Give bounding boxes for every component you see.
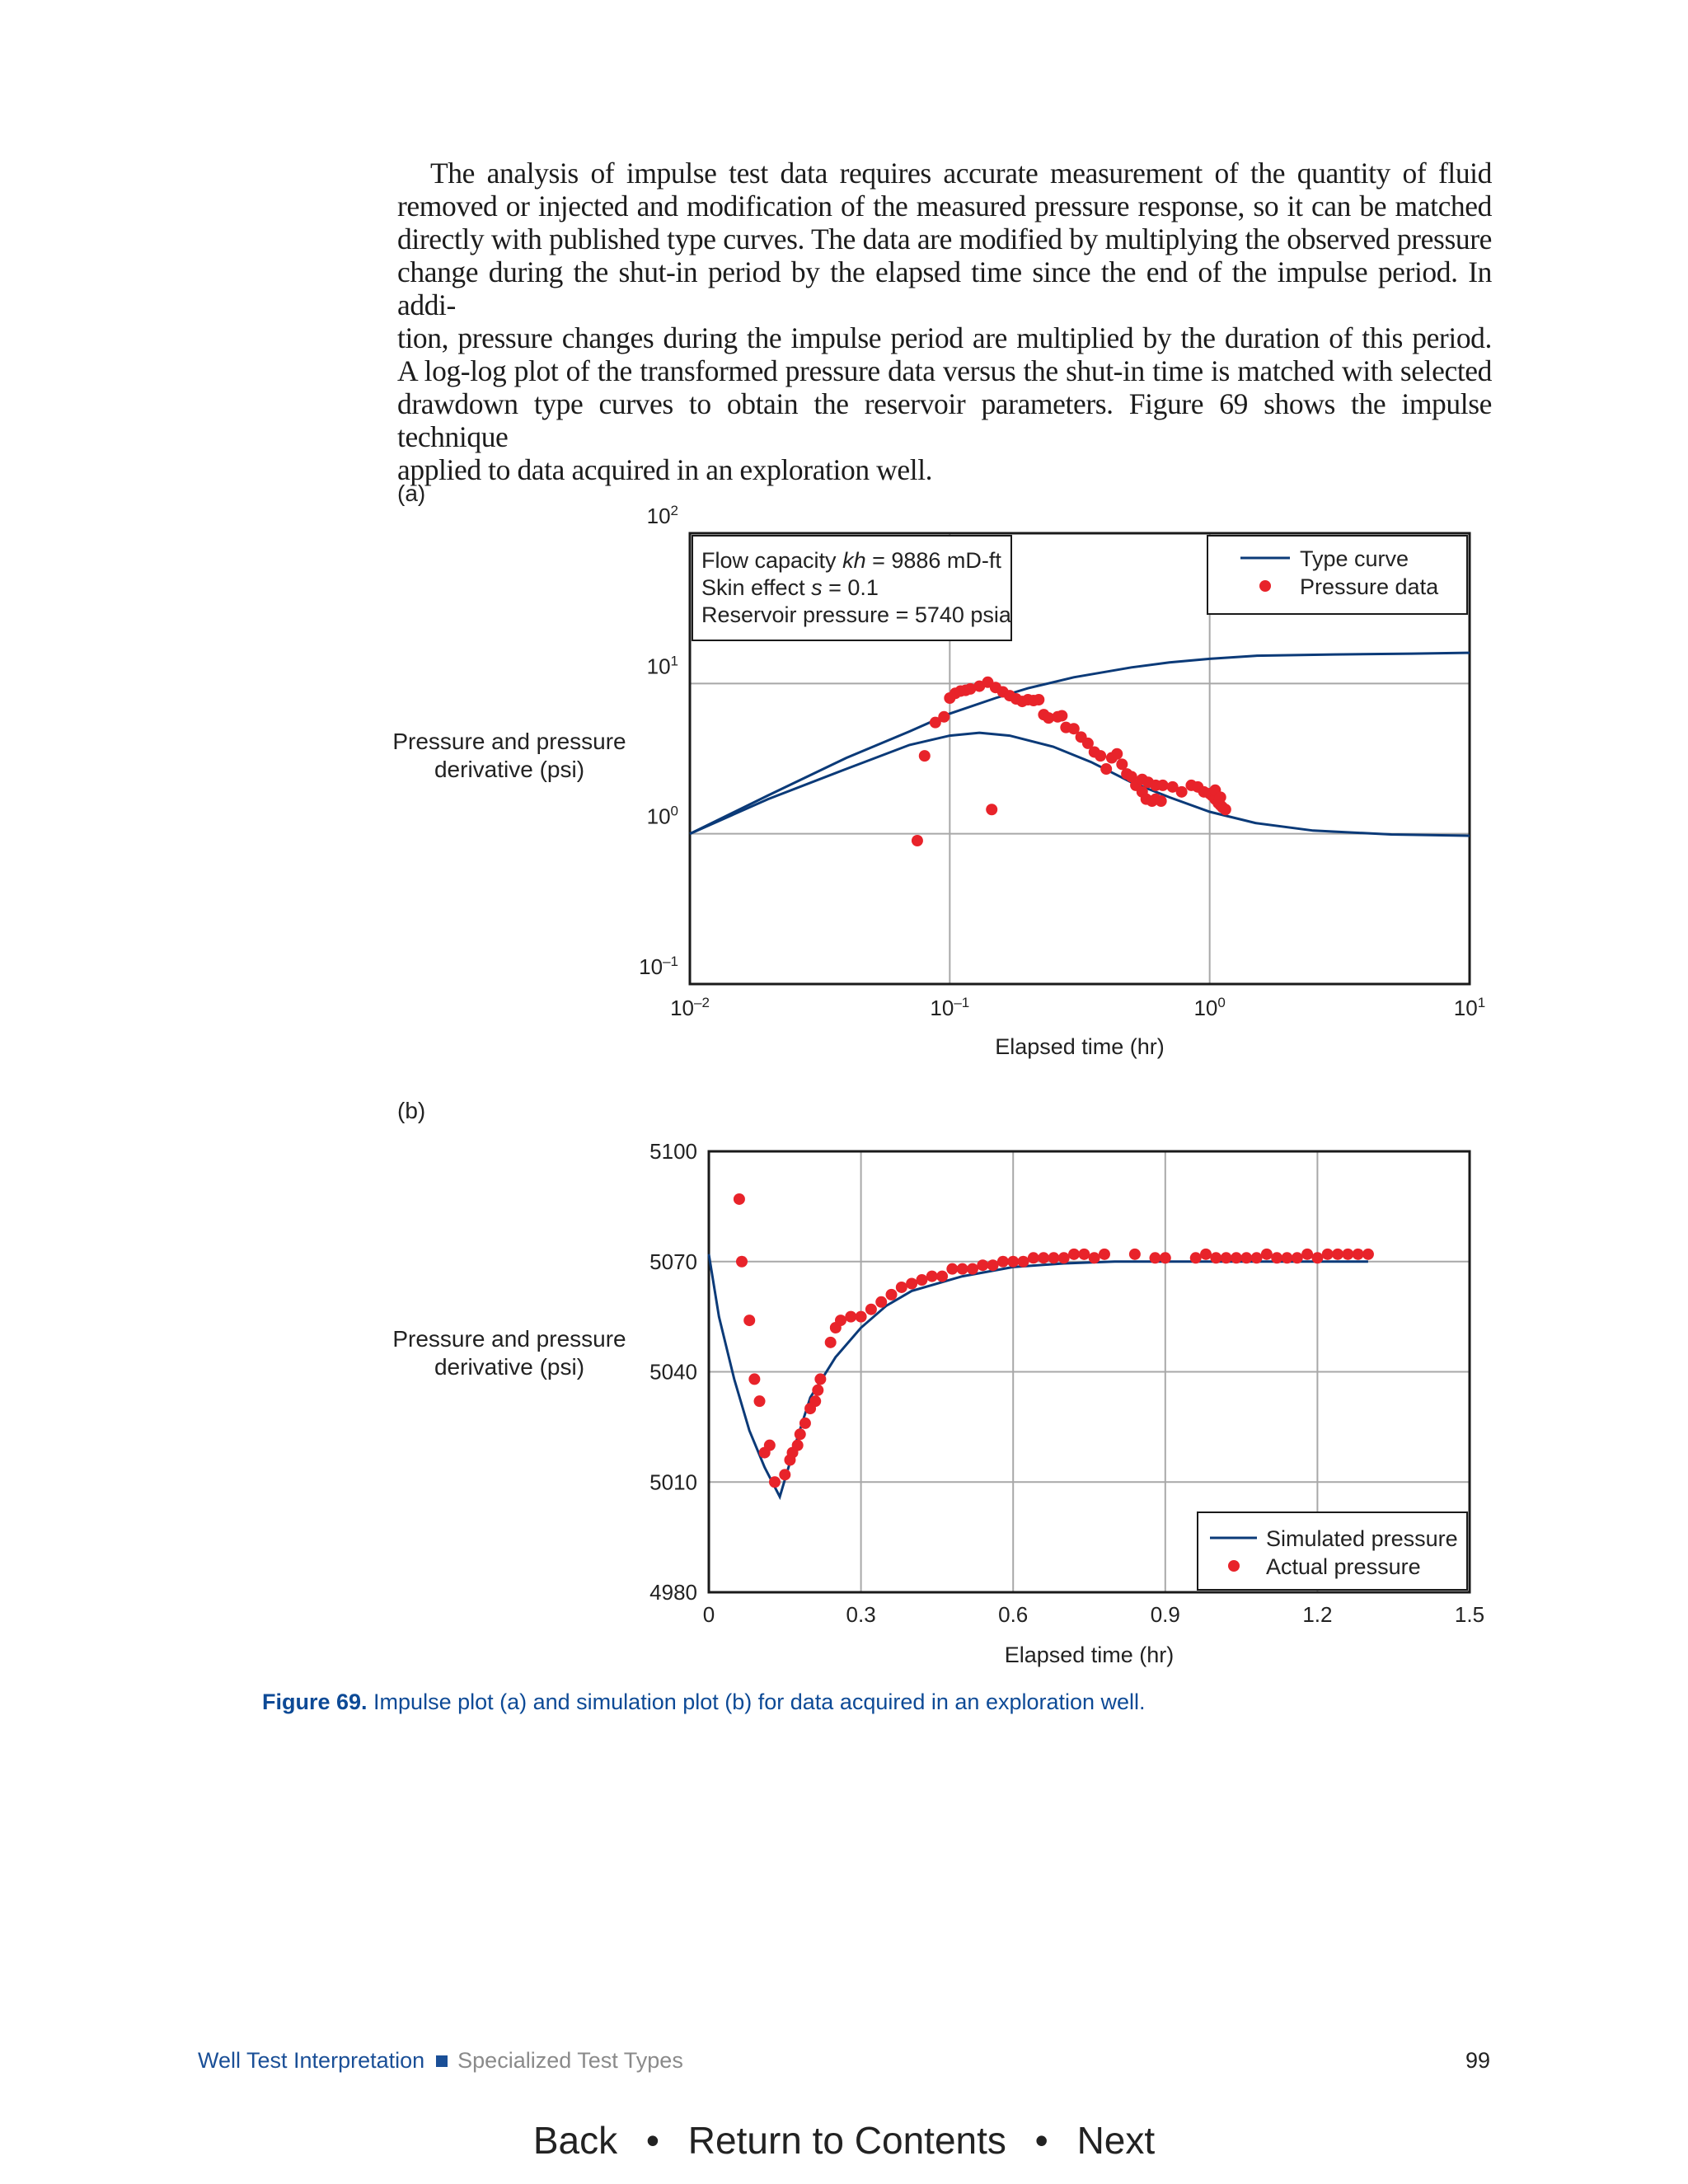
chart-b-data-point (1028, 1252, 1039, 1263)
chart-b-data-point (769, 1476, 781, 1488)
chart-a-annotation-line: Flow capacity kh = 9886 mD-ft (701, 548, 1001, 573)
chart-b-data-point (997, 1256, 1009, 1268)
chart-b-data-point (856, 1311, 867, 1323)
chart-b-data-point (1048, 1252, 1059, 1263)
chart-b-data-point (814, 1373, 826, 1385)
chart-b-data-point (795, 1428, 806, 1440)
chart-b-data-point (812, 1385, 823, 1396)
chart-b-data-point (926, 1271, 938, 1282)
chart-a-data-point (1157, 780, 1169, 791)
chart-b-xlabel: Elapsed time (hr) (1004, 1643, 1175, 1667)
paragraph-line: drawdown type curves to obtain the reservoir parameters. Figure 69 shows the impulse technique (397, 387, 1492, 453)
chart-b-ytick-label: 4980 (649, 1580, 697, 1605)
chart-b-data-point (1301, 1249, 1313, 1260)
chart-b-data-point (1078, 1249, 1090, 1260)
chart-b-xtick-label: 1.2 (1302, 1602, 1333, 1627)
panel-b-ylabel-line2: derivative (psi) (434, 1354, 585, 1380)
chart-a-data-point (1111, 748, 1123, 760)
chart-b-ytick-label: 5070 (649, 1249, 697, 1274)
panel-a-ylabel-line2: derivative (psi) (434, 757, 585, 782)
panel-b-ylabel-line1: Pressure and pressure (392, 1326, 626, 1352)
page-navigation (0, 2118, 1688, 2163)
chart-b-data-point (1210, 1252, 1221, 1263)
chart-b-data-point (875, 1296, 887, 1308)
nav-separator: • (1034, 2119, 1048, 2162)
chart-b-data-point (1058, 1252, 1070, 1263)
chart-b-data-point (845, 1311, 856, 1323)
chart-b-data-point (1292, 1252, 1303, 1263)
chart-b-data-point (946, 1263, 958, 1275)
square-bullet-icon (436, 2055, 448, 2067)
chart-b-data-point (1018, 1256, 1029, 1268)
chart-b-data-point (779, 1469, 790, 1480)
chart-a-xlabel: Elapsed time (hr) (995, 1034, 1165, 1059)
chart-a-data-point (912, 835, 923, 846)
chart-a-data-point (1156, 795, 1167, 807)
chart-b-legend-point-swatch (1228, 1560, 1240, 1572)
chart-a-data-point (1056, 710, 1067, 721)
chart-b-data-point (865, 1304, 877, 1315)
chart-b-data-point (987, 1259, 999, 1271)
chart-a-annotation-line: Reservoir pressure = 5740 psia (701, 602, 1011, 627)
chart-b-ytick-label: 5100 (649, 1139, 697, 1164)
chart-a-annotation-line: Skin effect s = 0.1 (701, 575, 879, 600)
chart-b-data-point (1281, 1252, 1292, 1263)
chart-a-ytick-label: $10^1$ (646, 653, 678, 679)
chart-b-data-point (896, 1282, 907, 1293)
chart-b-data-point (1353, 1249, 1364, 1260)
nav-separator: • (645, 2119, 659, 2162)
footer-section: Specialized Test Types (457, 2048, 683, 2073)
chart-a-series-line (690, 733, 1470, 836)
chart-b-data-point (748, 1373, 760, 1385)
chart-a-xtick-label: $10^1$ (1453, 995, 1486, 1020)
chart-b-xtick-label: 1.5 (1454, 1602, 1485, 1627)
paragraph-line: The analysis of impulse test data requires accurate measurement of the quantity of fluid (430, 157, 1492, 190)
paragraph-line: tion, pressure changes during the impulse period are multiplied by the duration of this period. (397, 321, 1492, 354)
chart-b-xtick-label: 0 (702, 1602, 715, 1627)
chart-a-data-point (986, 804, 997, 815)
paragraph-line: removed or injected and modification of the measured pressure response, so it can be matched (397, 190, 1492, 223)
panel-a-ylabel-line1: Pressure and pressure (392, 729, 626, 754)
chart-a-data-point (1215, 791, 1226, 803)
chart-b-data-point (1200, 1249, 1212, 1260)
chart-b-data-point (835, 1315, 846, 1326)
chart-b-data-point (764, 1440, 776, 1451)
paragraph-line: applied to data acquired in an exploration well. (397, 453, 933, 486)
footer-book-title: Well Test Interpretation (198, 2048, 425, 2073)
chart-b-legend-label: Actual pressure (1266, 1554, 1421, 1579)
chart-b-data-point (1129, 1249, 1141, 1260)
chart-b-data-point (1322, 1249, 1334, 1260)
chart-b-data-point (936, 1271, 948, 1282)
chart-b-data-point (977, 1259, 988, 1271)
chart-a-data-point (1095, 750, 1106, 762)
chart-b-data-point (1099, 1249, 1110, 1260)
chart-b-data-point (1271, 1252, 1282, 1263)
chart-a-legend-label: Type curve (1300, 546, 1409, 571)
caption-label: Figure 69. (262, 1690, 368, 1714)
chart-b-data-point (1190, 1252, 1202, 1263)
chart-b-data-point (825, 1337, 837, 1348)
next-link[interactable]: Next (1076, 2119, 1156, 2162)
chart-a-ytick-label: $10^{-1}$ (639, 954, 678, 979)
chart-b-ytick-label: 5040 (649, 1359, 697, 1385)
chart-b-data-point (809, 1395, 821, 1407)
chart-a-legend-point-swatch (1259, 580, 1271, 592)
back-link[interactable]: Back (532, 2119, 618, 2162)
chart-b-data-point (1007, 1256, 1019, 1268)
chart-b-data-point (886, 1289, 898, 1301)
chart-b-data-point (1149, 1252, 1160, 1263)
page-number: 99 (1465, 2048, 1490, 2073)
chart-b-ytick-label: 5010 (649, 1469, 697, 1495)
chart-a-data-point (938, 711, 950, 723)
chart-a-data-point (1100, 763, 1112, 775)
figure-caption (262, 1690, 1146, 1715)
chart-b-data-point (957, 1263, 968, 1275)
chart-b-data-point (1221, 1252, 1232, 1263)
chart-b-data-point (906, 1278, 917, 1290)
chart-b-data-point (967, 1263, 978, 1275)
chart-a-legend-label: Pressure data (1300, 574, 1439, 599)
chart-b-data-point (1160, 1252, 1171, 1263)
chart-a-data-point (1220, 804, 1231, 815)
panel-b-label: (b) (397, 1098, 426, 1123)
paragraph-line: directly with published type curves. The data are modified by multiplying the observed pressure (397, 223, 1492, 255)
chart-a-ytick-label: $10^2$ (646, 503, 678, 528)
chart-b-series-line (709, 1254, 1368, 1497)
chart-a-xtick-label: $10^{-1}$ (930, 995, 970, 1020)
return-to-contents-link[interactable]: Return to Contents (687, 2119, 1006, 2162)
chart-a-xtick-label: $10^{-2}$ (670, 995, 710, 1020)
paragraph-line: A log-log plot of the transformed pressure data versus the shut-in time is matched with selected (397, 354, 1492, 387)
chart-b-data-point (1342, 1249, 1353, 1260)
chart-b-data-point (1068, 1249, 1080, 1260)
chart-a-ytick-label: $10^0$ (646, 803, 678, 829)
chart-b-xtick-label: 0.3 (846, 1602, 876, 1627)
chart-a-series-line (690, 653, 1470, 834)
chart-b-data-point (1240, 1252, 1252, 1263)
paragraph-line: change during the shut-in period by the elapsed time since the end of the impulse period. In addi- (397, 255, 1492, 321)
footer (198, 2048, 683, 2074)
chart-b-data-point (1089, 1252, 1100, 1263)
chart-b-data-point (736, 1256, 748, 1268)
chart-a-data-point (919, 750, 931, 762)
chart-b-data-point (743, 1315, 755, 1326)
panel-a-label: (a) (397, 480, 426, 506)
chart-a-data-point (1033, 694, 1044, 705)
chart-b-data-point (799, 1418, 811, 1429)
chart-b-legend-label: Simulated pressure (1266, 1526, 1458, 1551)
chart-b-data-point (1332, 1249, 1343, 1260)
chart-b-xtick-label: 0.9 (1150, 1602, 1180, 1627)
chart-b-data-point (1251, 1252, 1263, 1263)
chart-b-data-point (792, 1440, 804, 1451)
chart-b-data-point (916, 1274, 927, 1286)
chart-a-data-point (1176, 786, 1188, 798)
chart-b-data-point (734, 1193, 745, 1205)
chart-b-data-point (1231, 1252, 1242, 1263)
chart-b-data-point (1311, 1252, 1323, 1263)
caption-text: Impulse plot (a) and simulation plot (b) for data acquired in an exploration well. (367, 1690, 1146, 1714)
chart-b-data-point (1038, 1252, 1049, 1263)
chart-b-data-point (1362, 1249, 1374, 1260)
chart-b-xtick-label: 0.6 (998, 1602, 1029, 1627)
chart-b-data-point (1261, 1249, 1273, 1260)
chart-a-xtick-label: $10^0$ (1193, 995, 1226, 1020)
chart-b-data-point (754, 1395, 766, 1407)
